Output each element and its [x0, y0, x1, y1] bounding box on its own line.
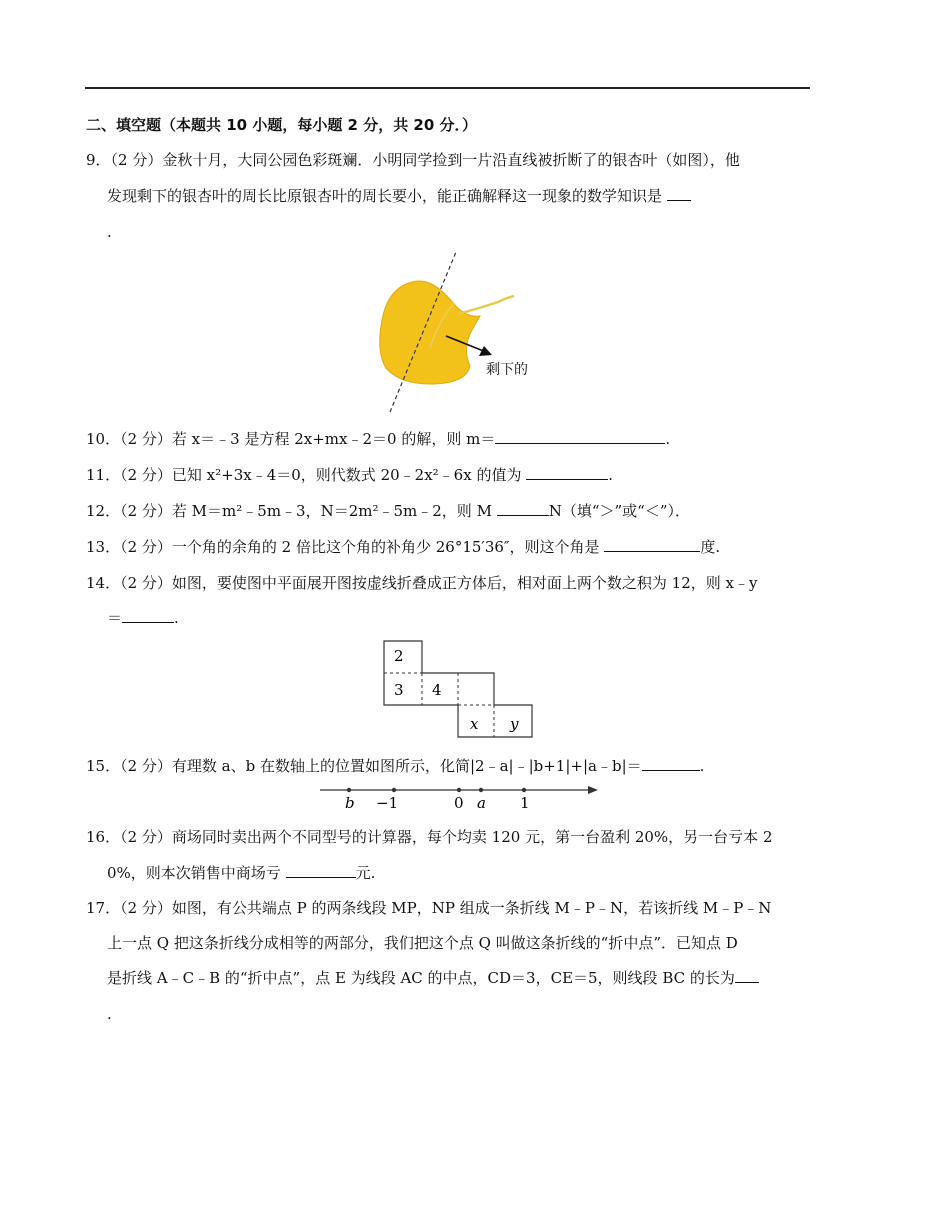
q14-number: 14．	[86, 574, 121, 592]
q15-end: .	[699, 757, 705, 775]
q16-line2	[107, 862, 375, 884]
q16-number: 16．	[86, 828, 121, 846]
axis-label: 1	[520, 794, 530, 812]
axis-label: −1	[376, 794, 399, 812]
axis-label: 0	[454, 794, 464, 812]
top-rule	[85, 87, 810, 89]
q14-line1	[86, 572, 757, 594]
q15-answer-blank[interactable]	[642, 756, 700, 771]
q17-line2: 上一点 Q 把这条折线分成相等的两部分，我们把这个点 Q 叫做这条折线的“折中点”．已知点 D	[107, 934, 738, 952]
arrow-head-icon	[588, 786, 598, 794]
leaf-stem	[458, 296, 514, 314]
q11-number: 11．	[86, 466, 121, 484]
q10-end: .	[665, 430, 671, 448]
net-cell-label: x	[470, 715, 479, 733]
q15-line	[86, 755, 704, 777]
q15-number: 15．	[86, 757, 121, 775]
q12-number: 12．	[86, 502, 121, 520]
q10-number: 10．	[86, 430, 121, 448]
q9-line2	[107, 185, 691, 207]
q11-end: .	[608, 466, 614, 484]
net-cell-label: 3	[394, 681, 404, 699]
net-cell-label: 4	[432, 681, 442, 699]
q11-line	[86, 464, 613, 486]
q17-line4: .	[107, 1005, 112, 1023]
q14-answer-blank[interactable]	[122, 608, 174, 623]
leaf-shape	[380, 281, 480, 384]
q12-line	[86, 500, 690, 522]
net-cell-label: y	[510, 715, 519, 733]
axis-label: b	[345, 794, 355, 812]
axis-point	[479, 788, 483, 792]
q9-line1	[86, 149, 740, 171]
number-line-figure	[318, 780, 603, 812]
q9-number: 9．	[86, 151, 111, 169]
q13-answer-blank[interactable]	[604, 537, 700, 552]
q10-line	[86, 428, 670, 450]
q16-end: 元.	[355, 864, 376, 882]
axis-point	[522, 788, 526, 792]
q10-text: （2 分）若 x＝﹣3 是方程 2x+mx﹣2＝0 的解，则 m＝	[120, 430, 496, 448]
q16-text2: 0%，则本次销售中商场亏	[107, 864, 281, 882]
q16-line1	[86, 826, 773, 848]
q11-answer-blank[interactable]	[526, 465, 608, 480]
q9-answer-blank[interactable]	[667, 186, 691, 201]
q12-text-a: （2 分）若 M＝m²﹣5m﹣3，N＝2m²﹣5m﹣2，则 M	[120, 502, 492, 520]
axis-point	[347, 788, 351, 792]
q13-line	[86, 536, 720, 558]
q16-text1: （2 分）商场同时卖出两个不同型号的计算器，每个均卖 120 元，第一台盈利 20%，另一台亏本 2	[120, 828, 773, 846]
q15-text: （2 分）有理数 a、b 在数轴上的位置如图所示，化简|2﹣a|﹣|b+1|+|a﹣b|＝	[120, 757, 642, 775]
q14-eq: ＝	[107, 609, 123, 627]
q13-number: 13．	[86, 538, 121, 556]
q17-line3	[107, 967, 759, 989]
q17-answer-blank[interactable]	[735, 968, 759, 983]
section-title: 二、填空题（本题共 10 小题，每小题 2 分，共 20 分．）	[86, 116, 478, 134]
q9-text2: 发现剩下的银杏叶的周长比原银杏叶的周长要小，能正确解释这一现象的数学知识是	[107, 187, 663, 205]
ginkgo-leaf-figure	[370, 248, 550, 416]
q14-line2	[107, 607, 179, 629]
q17-line1	[86, 897, 771, 919]
axis-point	[392, 788, 396, 792]
q10-answer-blank[interactable]	[495, 429, 665, 444]
q17-text1: （2 分）如图，有公共端点 P 的两条线段 MP，NP 组成一条折线 M﹣P﹣N，若该折线 M﹣P﹣N	[120, 899, 772, 917]
axis-point	[457, 788, 461, 792]
q13-end: 度.	[700, 538, 721, 556]
leaf-label: 剩下的	[486, 362, 528, 378]
q12-answer-blank[interactable]	[497, 501, 549, 516]
net-cell-label: 2	[394, 647, 404, 665]
q17-number: 17．	[86, 899, 121, 917]
q12-text-b: N（填“＞”或“＜”）．	[548, 502, 691, 520]
q14-end: .	[174, 609, 179, 627]
q16-answer-blank[interactable]	[286, 863, 356, 878]
q9-text1: （2 分）金秋十月，大同公园色彩斑斓．小明同学捡到一片沿直线被折断了的银杏叶（如图），他	[110, 151, 740, 169]
q14-text1: （2 分）如图，要使图中平面展开图按虚线折叠成正方体后，相对面上两个数之积为 12，则 x﹣y	[120, 574, 758, 592]
axis-label: a	[477, 794, 486, 812]
arrow-head-icon	[479, 346, 492, 356]
q13-text: （2 分）一个角的余角的 2 倍比这个角的补角少 26°15′36″，则这个角是	[120, 538, 600, 556]
q17-text3: 是折线 A﹣C﹣B 的“折中点”，点 E 为线段 AC 的中点，CD＝3，CE＝5，则线段 BC 的长为	[107, 969, 735, 987]
q11-text: （2 分）已知 x²+3x﹣4＝0，则代数式 20﹣2x²﹣6x 的值为	[120, 466, 522, 484]
cube-net-figure	[380, 637, 540, 742]
q9-line3: .	[107, 223, 112, 241]
